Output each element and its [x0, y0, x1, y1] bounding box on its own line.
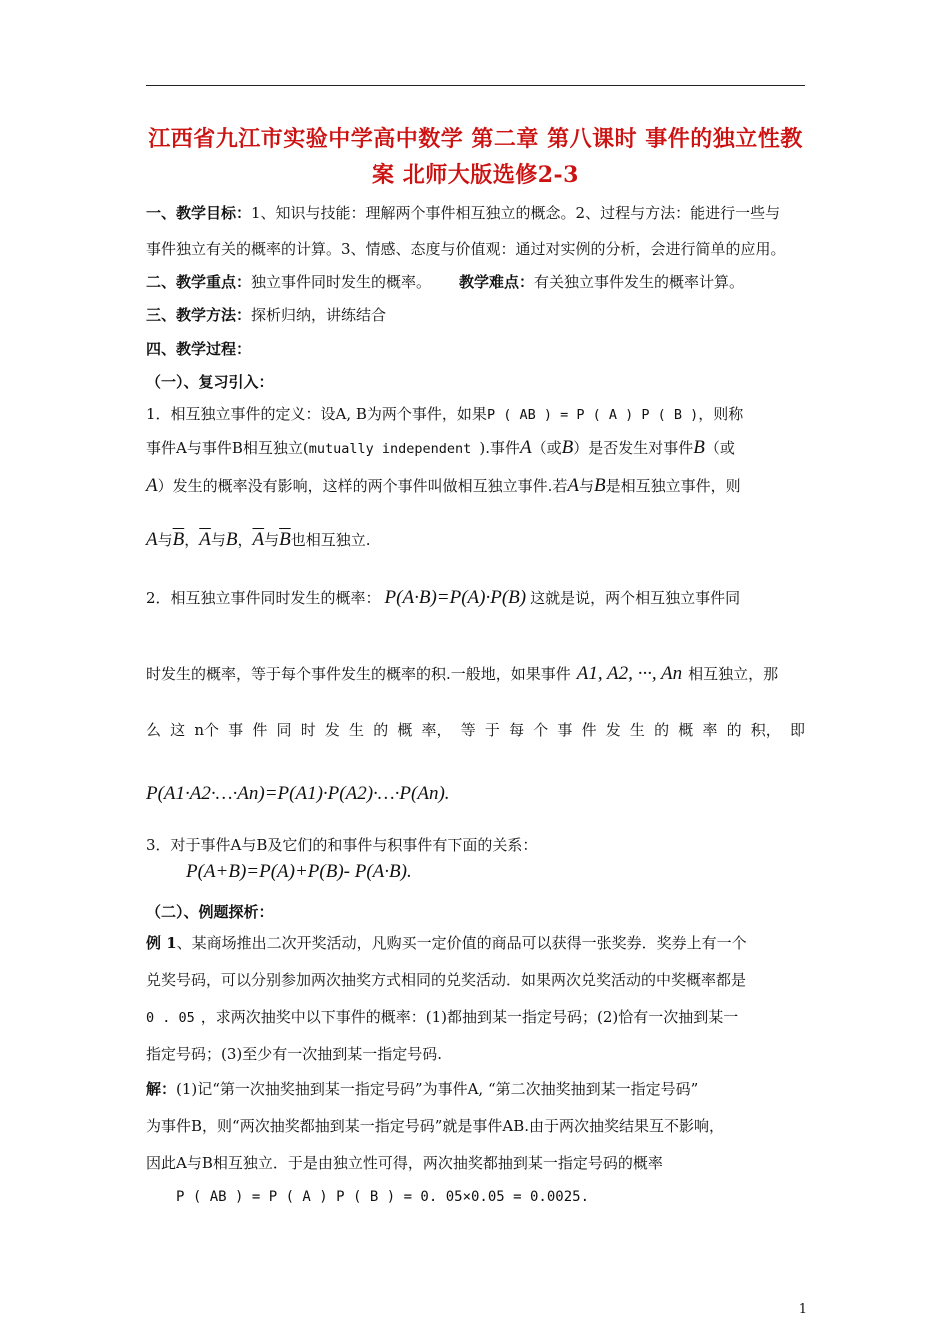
- spread-word: 的: [726, 721, 742, 739]
- symbol-a-complement: $\overline{A}$: [199, 529, 211, 550]
- spread-word: 事: [228, 721, 244, 739]
- spread-word: 时: [300, 721, 316, 739]
- spread-word: 发: [324, 721, 340, 739]
- spread-word: 生: [629, 721, 645, 739]
- example-heading: （二）、例题探析：: [146, 903, 274, 921]
- solution-label: 解：: [146, 1080, 177, 1098]
- symbol-a-complement: $\overline{A}$: [252, 529, 265, 550]
- spread-word: 同: [276, 721, 292, 739]
- spread-word: 率: [702, 721, 718, 739]
- teaching-goal-line-2: [146, 239, 806, 259]
- teaching-goal-line-1: [146, 203, 806, 223]
- probability-value: 0 . 05: [146, 1010, 195, 1026]
- para3-line: 3．对于事件A与B及它们的和事件与积事件有下面的关系：: [146, 836, 538, 854]
- symbol-b: B: [594, 475, 606, 496]
- page-number: 1: [798, 1302, 807, 1317]
- solution-text-1: (1)记“第一次抽奖抽到某一指定号码”为事件A, “第二次抽奖抽到某一指定号码”: [176, 1080, 699, 1098]
- symbol-a: A: [567, 475, 579, 496]
- spread-word: n个: [194, 721, 220, 739]
- symbol-b: B: [693, 437, 705, 458]
- method-label: 三、教学方法：: [146, 306, 252, 324]
- header-rule: [146, 85, 805, 86]
- para1-text-i: 与: [579, 477, 595, 495]
- solution-line-3: 因此A与B相互独立．于是由独立性可得，两次抽奖都抽到某一指定号码的概率: [146, 1154, 663, 1172]
- spread-word: 的: [373, 721, 389, 739]
- teaching-key-line: [146, 272, 806, 292]
- goal-text-2: 事件独立有关的概率的计算。3、情感、态度与价值观：通过对实例的分析，会进行简单的应用。: [146, 240, 786, 258]
- title-line-1: 江西省九江市实验中学高中数学 第二章 第八课时 事件的独立性教: [148, 126, 803, 152]
- example1-line-1: [146, 933, 806, 953]
- para2-line-1: [146, 588, 806, 608]
- symbol-a: A: [146, 475, 158, 496]
- solution-formula: P ( AB ) = P ( A ) P ( B ) = 0. 05×0.05 = 0.0025.: [176, 1189, 590, 1205]
- example1-line-4: 指定号码；(3)至少有一次抽到某一指定号码.: [146, 1045, 443, 1063]
- title-line-2: 案 北师大版选修2-3: [372, 162, 579, 188]
- para2-text-c: 时发生的概率，等于每个事件发生的概率的积.一般地，如果事件: [146, 665, 571, 683]
- teaching-method-line: [146, 305, 806, 325]
- example1-label: 例 1: [146, 934, 177, 952]
- word-and: 与: [264, 531, 280, 549]
- para1-text-b: ，则称: [698, 405, 744, 423]
- solution-line-2: 为事件B，则“两次抽奖都抽到某一指定号码”就是事件AB.由于两次抽奖结果互不影响，: [146, 1117, 724, 1135]
- spread-word: 发: [605, 721, 621, 739]
- spread-word: 每: [509, 721, 525, 739]
- comma: ，: [237, 531, 253, 549]
- spread-word: 么: [146, 721, 162, 739]
- method-text: 探析归纳，讲练结合: [251, 306, 387, 324]
- para1-text-h: ）发生的概率没有影响，这样的两个事件叫做相互独立事件.若: [157, 477, 568, 495]
- symbol-a: A: [146, 529, 158, 550]
- para2-text-a: 2．相互独立事件同时发生的概率：: [146, 589, 381, 607]
- para2-line-3: [146, 720, 805, 740]
- spread-word: 积，: [750, 721, 781, 739]
- spread-word: 生: [349, 721, 365, 739]
- english-term: mutually independent: [308, 441, 480, 457]
- comma: ，: [184, 531, 200, 549]
- spread-word: 这: [170, 721, 186, 739]
- spread-word: 概: [678, 721, 694, 739]
- product-formula: P(A·B)=P(A)·P(B): [384, 587, 527, 608]
- para2-text-d: 相互独立，那: [688, 665, 779, 683]
- word-and: 与: [210, 531, 226, 549]
- review-heading: （一）、复习引入：: [146, 373, 274, 391]
- solution-line-1: [146, 1079, 806, 1099]
- spread-word: 事: [557, 721, 573, 739]
- spread-word: 件: [252, 721, 268, 739]
- sum-formula: P(A+B)=P(A)+P(B)- P(A·B).: [186, 861, 412, 882]
- para1-text-j: 是相互独立事件，则: [605, 477, 741, 495]
- spread-word: 于: [484, 721, 500, 739]
- process-heading: 四、教学过程：: [146, 340, 252, 358]
- independence-formula: P ( AB ) = P ( A ) P ( B ): [486, 407, 699, 423]
- goal-label: 一、教学目标：: [146, 204, 252, 222]
- hard-text: 有关独立事件发生的概率计算。: [534, 273, 745, 291]
- word-and: 与: [157, 531, 173, 549]
- symbol-b: B: [225, 529, 238, 550]
- spread-word: 概: [397, 721, 413, 739]
- spread-word: 的: [654, 721, 670, 739]
- spread-word: 即: [789, 721, 805, 739]
- para1-text-e: （或: [531, 439, 562, 457]
- para1-text-c: 事件A与事件B相互独立(: [146, 439, 309, 457]
- para1-text-f: ）是否发生对事件: [573, 439, 694, 457]
- spread-word: 率，: [421, 721, 452, 739]
- symbol-b: B: [561, 437, 574, 458]
- example1-line-3: [146, 1007, 806, 1028]
- example1-text-3: ，求两次抽奖中以下事件的概率：(1)都抽到某一指定号码；(2)恰有一次抽到某一: [200, 1008, 739, 1026]
- product-formula-general: P(A1·A2·…·An)=P(A1)·P(A2)·…·P(An).: [146, 783, 450, 804]
- para1-line-2: [146, 438, 806, 459]
- para1-line-3: [146, 476, 806, 496]
- para1-text-g: （或: [704, 439, 735, 457]
- spread-word: 个: [533, 721, 549, 739]
- document-title: [146, 121, 805, 193]
- para1-text-d: ).事件: [479, 439, 521, 457]
- symbol-a: A: [520, 437, 532, 458]
- para2-line-2: [146, 664, 806, 684]
- event-list: A1, A2, ···, An: [576, 663, 683, 684]
- key-label: 二、教学重点：: [146, 273, 252, 291]
- example1-line-2: 兑奖号码，可以分别参加两次抽奖方式相同的兑奖活动．如果两次兑奖活动的中奖概率都是: [146, 971, 747, 989]
- para1-text-a: 1．相互独立事件的定义：设A, B为两个事件，如果: [146, 405, 487, 423]
- symbol-b-complement: $\overline{B}$: [172, 529, 185, 550]
- para1-line-1: [146, 404, 806, 425]
- spread-word: 等: [460, 721, 476, 739]
- symbol-b-complement: $\overline{B}$: [279, 529, 291, 550]
- key-text: 独立事件同时发生的概率。: [251, 273, 432, 291]
- example1-text-1: 、某商场推出二次开奖活动，凡购买一定价值的商品可以获得一张奖券．奖券上有一个: [176, 934, 747, 952]
- goal-text-1: 1、知识与技能：理解两个事件相互独立的概念。2、过程与方法：能进行一些与: [251, 204, 781, 222]
- spread-word: 件: [581, 721, 597, 739]
- hard-label: 教学难点：: [459, 273, 535, 291]
- para2-text-b: 这就是说，两个相互独立事件同: [530, 589, 741, 607]
- para1-text-end: 也相互独立.: [290, 531, 371, 549]
- para1-line-4: [146, 530, 806, 550]
